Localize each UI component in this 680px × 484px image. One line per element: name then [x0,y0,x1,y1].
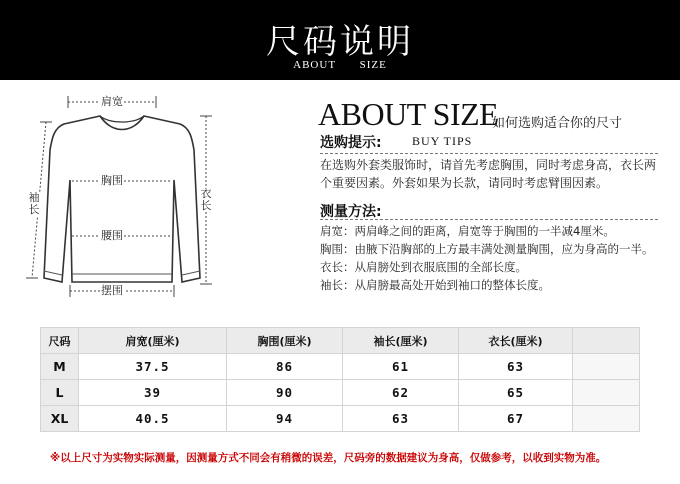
tips-text: 在选购外套类服饰时，请首先考虑胸围，同时考虑身高，衣长两个重要因素。外套如果为长款，请同时考虑臂围因素。 [320,158,657,190]
table-cell: 40.5 [79,406,227,432]
column-header: 尺码 [41,328,79,354]
table-cell: 65 [459,380,573,406]
method-item-length: 衣长：从肩膀处到衣服底围的全部长度。 [320,260,527,274]
table-row [41,354,640,380]
table-cell: 86 [227,354,343,380]
page-subtitle: ABOUT SIZE [293,59,387,71]
size-table [40,327,640,432]
table-cell [573,380,640,406]
hem-label: 摆围 [101,284,123,297]
table-cell: 67 [459,406,573,432]
table-cell: 63 [343,406,459,432]
column-header [573,328,640,354]
divider [320,219,658,220]
column-header: 肩宽(厘米) [79,328,227,354]
method-item-chest: 胸围：由腋下沿胸部的上方最丰满处测量胸围，应为身高的一半。 [320,242,654,256]
method-title: 测量方法: [320,204,382,220]
tips-title: 选购提示: [320,135,382,151]
waist-label: 腰围 [101,229,123,242]
disclaimer-note: ※以上尺寸为实物实际测量，因测量方式不同会有稍微的误差，尺码旁的数据建议为身高，仅做参考，以收到实物为准。 [50,452,607,464]
column-header: 胸围(厘米) [227,328,343,354]
header-banner [0,0,680,80]
table-cell: 63 [459,354,573,380]
table-cell: 94 [227,406,343,432]
table-cell [573,354,640,380]
table-cell: 39 [79,380,227,406]
sleeve-label: 袖长 [28,191,40,216]
table-row [41,380,640,406]
size-cell: XL [41,406,79,432]
column-header: 衣长(厘米) [459,328,573,354]
garment-diagram [20,88,230,318]
size-cell: L [41,380,79,406]
table-header-row [41,328,640,354]
about-subheading: 如何选购适合你的尺寸 [492,116,623,131]
method-list [320,222,670,294]
table-row [41,406,640,432]
size-cell: M [41,354,79,380]
length-label: 衣长 [200,187,212,212]
column-header: 袖长(厘米) [343,328,459,354]
divider [320,153,658,154]
table-cell: 90 [227,380,343,406]
method-item-sleeve: 袖长：从肩膀最高处开始到袖口的整体长度。 [320,278,550,292]
table-cell: 62 [343,380,459,406]
page-title: 尺码说明 [266,22,414,62]
tips-title-en: BUY TIPS [412,134,473,148]
method-item-shoulder: 肩宽：两肩峰之间的距离，肩宽等于胸围的一半减4厘米。 [320,224,615,238]
table-cell: 37.5 [79,354,227,380]
shoulder-label: 肩宽 [101,95,123,108]
chest-label: 胸围 [101,174,123,187]
about-heading: ABOUT SIZE [318,96,499,132]
table-cell [573,406,640,432]
table-cell: 61 [343,354,459,380]
sweater-outline [20,88,230,318]
